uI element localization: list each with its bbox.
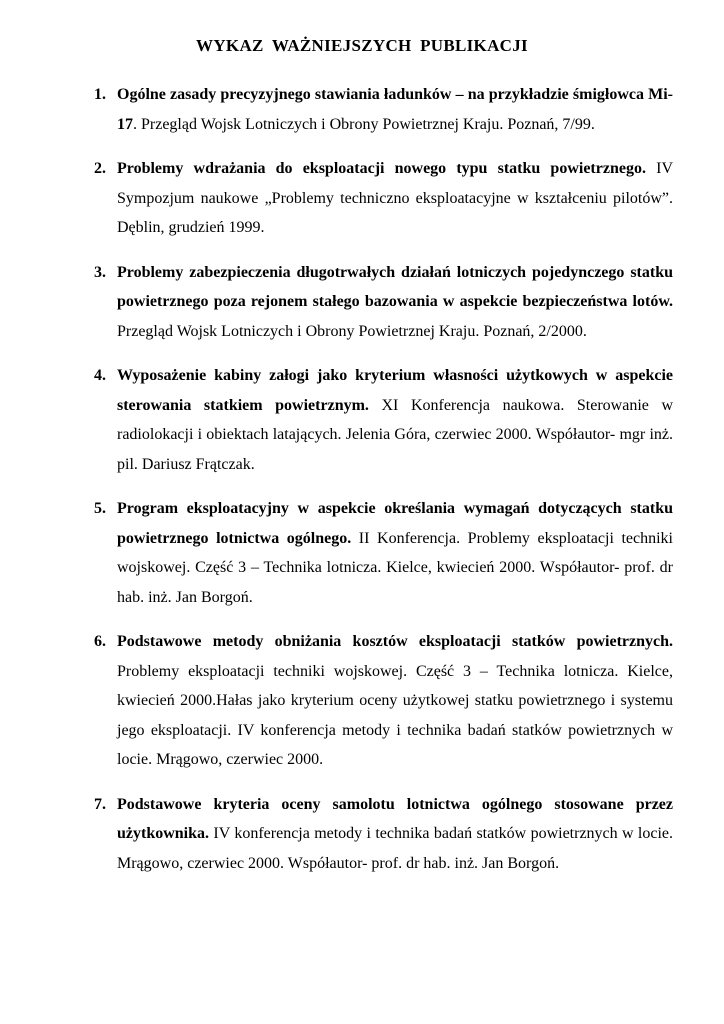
publication-number: 2.	[94, 160, 106, 177]
publication-details: . Przegląd Wojsk Lotniczych i Obrony Powietrznej Kraju. Poznań, 7/99.	[133, 115, 595, 133]
publication-title: Podstawowe kryteria oceny samolotu lotnictwa ogólnego stosowane przez użytkownika.	[117, 795, 673, 842]
page-title: WYKAZ WAŻNIEJSZYCH PUBLIKACJI	[196, 36, 528, 55]
publication-details: XI Konferencja naukowa. Sterowanie w radiolokacji i obiektach latających. Jelenia Góra, czerwiec 2000. Współautor- mgr inż. pil. Dariusz Frątczak.	[117, 396, 674, 473]
publication-title: Problemy zabezpieczenia długotrwałych działań lotniczych pojedynczego statku powietrznego poza rejonem stałego bazowania w aspekcie bezpieczeństwa lotów.	[117, 263, 673, 310]
publication-title: Podstawowe metody obniżania kosztów eksploatacji statków powietrznych.	[117, 633, 673, 650]
publication-title: Problemy wdrażania do eksploatacji nowego typu statku powietrznego.	[117, 160, 646, 177]
publication-title: Wyposażenie kabiny załogi jako kryterium własności użytkowych w aspekcie sterowania statkiem powietrznym.	[117, 367, 673, 414]
publication-item	[90, 494, 673, 612]
publication-details: Przegląd Wojsk Lotniczych i Obrony Powietrznej Kraju. Poznań, 2/2000.	[117, 322, 587, 340]
publication-item	[90, 80, 673, 139]
publication-details: II Konferencja. Problemy eksploatacji techniki wojskowej. Część 3 – Technika lotnicza. Kielce, kwiecień 2000. Współautor- prof. dr hab. inż. Jan Borgoń.	[117, 529, 674, 606]
publication-number: 5.	[94, 500, 106, 517]
publication-item	[90, 790, 673, 879]
publication-item	[90, 154, 673, 243]
publication-details: Problemy eksploatacji techniki wojskowej. Część 3 – Technika lotnicza. Kielce, kwiecień 2000.Hałas jako kryterium oceny użytkowej statku powietrznego i systemu jego eksploatacji. IV konferencja metody i technika badań statków powietrznych w locie. Mrągowo, czerwiec 2000.	[117, 662, 673, 768]
publication-item	[90, 258, 673, 347]
publication-number: 4.	[94, 367, 106, 384]
publication-list	[90, 80, 673, 893]
publication-details: IV konferencja metody i technika badań statków powietrznych w locie. Mrągowo, czerwiec 2000. Współautor- prof. dr hab. inż. Jan Borgoń.	[117, 825, 673, 872]
publication-number: 1.	[94, 86, 106, 103]
publication-number: 6.	[94, 633, 106, 650]
publication-item	[90, 361, 673, 479]
publication-details: IV Sympozjum naukowe „Problemy techniczno eksploatacyjne w kształceniu pilotów”. Dęblin, grudzień 1999.	[117, 160, 673, 236]
publication-title: Program eksploatacyjny w aspekcie określania wymagań dotyczących statku powietrznego lotnictwa ogólnego.	[117, 500, 673, 547]
publication-number: 3.	[94, 263, 106, 281]
publication-item	[90, 627, 673, 775]
publication-number: 7.	[94, 795, 106, 813]
publication-title: Ogólne zasady precyzyjnego stawiania ładunków – na przykładzie śmigłowca Mi-17	[117, 86, 673, 133]
